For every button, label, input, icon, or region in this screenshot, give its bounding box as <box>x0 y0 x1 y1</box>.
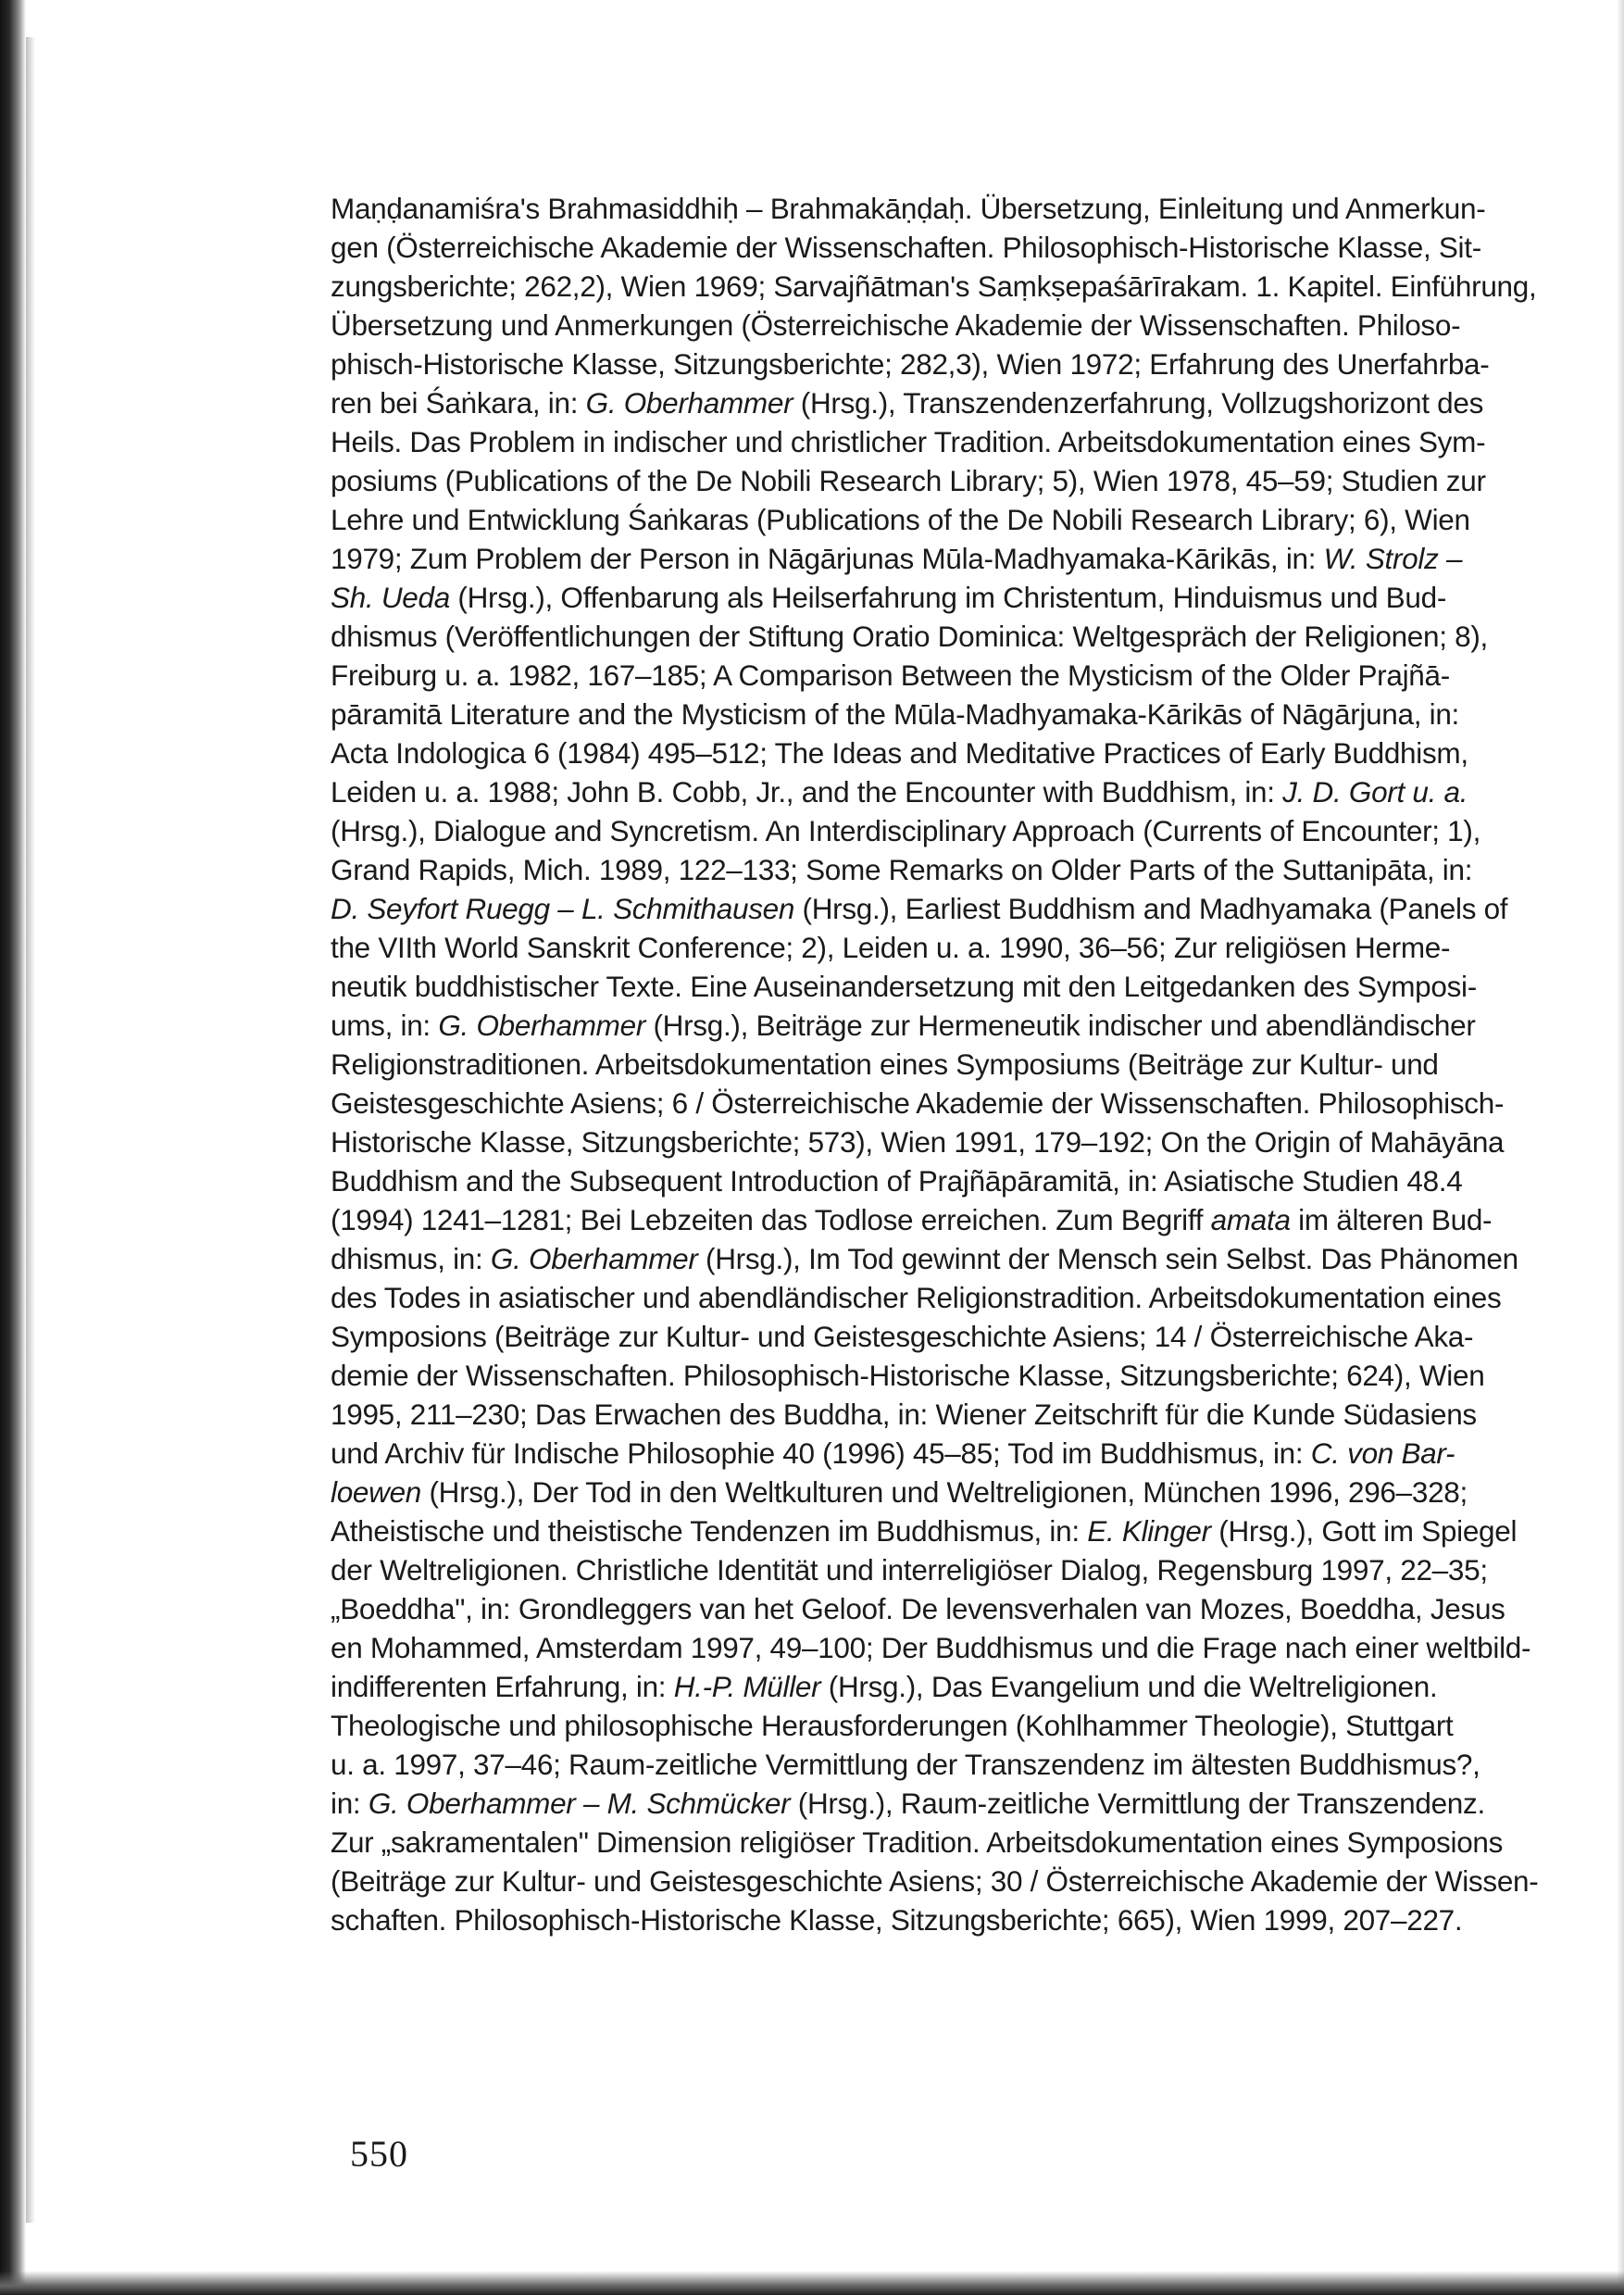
text-line-13: Freiburg u. a. 1982, 167–185; A Comparison Between the Mysticism of the Older Prajñā- <box>331 658 1450 692</box>
text-line-25: Historische Klasse, Sitzungsberichte; 573), Wien 1991, 179–192; On the Origin of Mahāyāna <box>331 1125 1505 1159</box>
text-line-15: Acta Indologica 6 (1984) 495–512; The Ideas and Meditative Practices of Early Buddhism, <box>331 736 1468 770</box>
scan-binding-shadow <box>26 37 35 2223</box>
text-line-44: (Beiträge zur Kultur- und Geistesgeschichte Asiens; 30 / Österreichische Akademie der Wissen- <box>331 1864 1539 1898</box>
text-line-6: ren bei Śaṅkara, in: G. Oberhammer (Hrsg.), Transzendenzerfahrung, Vollzugshorizont des <box>331 386 1484 420</box>
text-line-9: Lehre und Entwicklung Śaṅkaras (Publications of the De Nobili Research Library; 6), Wien <box>331 503 1470 536</box>
text-line-45: schaften. Philosophisch-Historische Klasse, Sitzungsberichte; 665), Wien 1999, 207–227. <box>331 1903 1463 1937</box>
text-line-36: der Weltreligionen. Christliche Identität und interreligiöser Dialog, Regensburg 1997, 22–35; <box>331 1553 1488 1586</box>
text-line-35: Atheistische und theistische Tendenzen im Buddhismus, in: E. Klinger (Hrsg.), Gott im Spiegel <box>331 1514 1518 1548</box>
text-line-16: Leiden u. a. 1988; John B. Cobb, Jr., and the Encounter with Buddhism, in: J. D. Gort u. a. <box>331 775 1468 809</box>
text-line-32: 1995, 211–230; Das Erwachen des Buddha, in: Wiener Zeitschrift für die Kunde Südasiens <box>331 1398 1477 1431</box>
text-line-30: Symposions (Beiträge zur Kultur- und Geistesgeschichte Asiens; 14 / Österreichische Aka- <box>331 1320 1474 1353</box>
text-line-28: dhismus, in: G. Oberhammer (Hrsg.), Im Tod gewinnt der Mensch sein Selbst. Das Phänomen <box>331 1242 1518 1275</box>
scan-bottom-shadow <box>0 2271 1624 2295</box>
text-line-33: und Archiv für Indische Philosophie 40 (1996) 45–85; Tod im Buddhismus, in: C. von Bar- <box>331 1436 1455 1470</box>
text-line-21: neutik buddhistischer Texte. Eine Auseinandersetzung mit den Leitgedanken des Symposi- <box>331 970 1477 1003</box>
text-line-42: in: G. Oberhammer – M. Schmücker (Hrsg.), Raum-zeitliche Vermittlung der Transzendenz. <box>331 1787 1485 1820</box>
text-line-14: pāramitā Literature and the Mysticism of the Mūla-Madhyamaka-Kārikās of Nāgārjuna, in: <box>331 697 1460 731</box>
text-line-3: zungsberichte; 262,2), Wien 1969; Sarvajñātman's Saṃkṣepaśārīrakam. 1. Kapitel. Einführung, <box>331 270 1537 303</box>
text-line-11: Sh. Ueda (Hrsg.), Offenbarung als Heilserfahrung im Christentum, Hinduismus und Bud- <box>331 581 1447 614</box>
text-line-19: D. Seyfort Ruegg – L. Schmithausen (Hrsg.), Earliest Buddhism and Madhyamaka (Panels of <box>331 892 1508 925</box>
text-line-34: loewen (Hrsg.), Der Tod in den Weltkulturen und Weltreligionen, München 1996, 296–328; <box>331 1475 1468 1509</box>
text-line-7: Heils. Das Problem in indischer und christlicher Tradition. Arbeitsdokumentation eines Sym- <box>331 425 1486 458</box>
text-line-39: indifferenten Erfahrung, in: H.-P. Müller (Hrsg.), Das Evangelium und die Weltreligionen. <box>331 1670 1438 1703</box>
text-line-29: des Todes in asiatischer und abendländischer Religionstradition. Arbeitsdokumentation eines <box>331 1281 1502 1314</box>
text-line-22: ums, in: G. Oberhammer (Hrsg.), Beiträge zur Hermeneutik indischer und abendländischer <box>331 1009 1476 1042</box>
scan-left-shadow <box>0 0 26 2295</box>
bibliography-paragraph <box>331 189 1553 1939</box>
text-line-17: (Hrsg.), Dialogue and Syncretism. An Interdisciplinary Approach (Currents of Encounter; 1), <box>331 814 1481 847</box>
text-line-27: (1994) 1241–1281; Bei Lebzeiten das Todlose erreichen. Zum Begriff amata im älteren Bud- <box>331 1203 1493 1236</box>
scan-right-edge <box>1617 0 1624 2295</box>
text-line-18: Grand Rapids, Mich. 1989, 122–133; Some Remarks on Older Parts of the Suttanipāta, in: <box>331 853 1473 886</box>
text-line-12: dhismus (Veröffentlichungen der Stiftung Oratio Dominica: Weltgespräch der Religionen; 8), <box>331 620 1489 653</box>
text-line-4: Übersetzung und Anmerkungen (Österreichische Akademie der Wissenschaften. Philoso- <box>331 308 1461 342</box>
text-line-1: Maṇḍanamiśra's Brahmasiddhiḥ – Brahmakāṇḍaḥ. Übersetzung, Einleitung und Anmerkun- <box>331 192 1486 225</box>
page-number: 550 <box>350 2133 408 2175</box>
text-line-2: gen (Österreichische Akademie der Wissenschaften. Philosophisch-Historische Klasse, Sit- <box>331 231 1481 264</box>
text-line-43: Zur „sakramentalen" Dimension religiöser Tradition. Arbeitsdokumentation eines Symposions <box>331 1825 1504 1859</box>
text-line-41: u. a. 1997, 37–46; Raum-zeitliche Vermittlung der Transzendenz im ältesten Buddhismus?, <box>331 1748 1480 1781</box>
text-line-5: phisch-Historische Klasse, Sitzungsberichte; 282,3), Wien 1972; Erfahrung des Unerfahrba- <box>331 347 1490 381</box>
text-line-31: demie der Wissenschaften. Philosophisch-Historische Klasse, Sitzungsberichte; 624), Wien <box>331 1359 1485 1392</box>
text-line-23: Religionstraditionen. Arbeitsdokumentation eines Symposiums (Beiträge zur Kultur- und <box>331 1047 1439 1081</box>
text-line-38: en Mohammed, Amsterdam 1997, 49–100; Der Buddhismus und die Frage nach einer weltbild- <box>331 1631 1531 1664</box>
text-line-24: Geistesgeschichte Asiens; 6 / Österreichische Akademie der Wissenschaften. Philosophisch- <box>331 1086 1505 1120</box>
text-line-20: the VIIth World Sanskrit Conference; 2), Leiden u. a. 1990, 36–56; Zur religiösen Herme- <box>331 931 1451 964</box>
text-line-26: Buddhism and the Subsequent Introduction of Prajñāpāramitā, in: Asiatische Studien 48.4 <box>331 1164 1463 1198</box>
text-line-40: Theologische und philosophische Herausforderungen (Kohlhammer Theologie), Stuttgart <box>331 1709 1454 1742</box>
text-line-37: „Boeddha", in: Grondleggers van het Geloof. De levensverhalen van Mozes, Boeddha, Jesus <box>331 1592 1505 1625</box>
text-line-8: posiums (Publications of the De Nobili Research Library; 5), Wien 1978, 45–59; Studien zur <box>331 464 1486 497</box>
text-line-10: 1979; Zum Problem der Person in Nāgārjunas Mūla-Madhyamaka-Kārikās, in: W. Strolz – <box>331 542 1463 575</box>
